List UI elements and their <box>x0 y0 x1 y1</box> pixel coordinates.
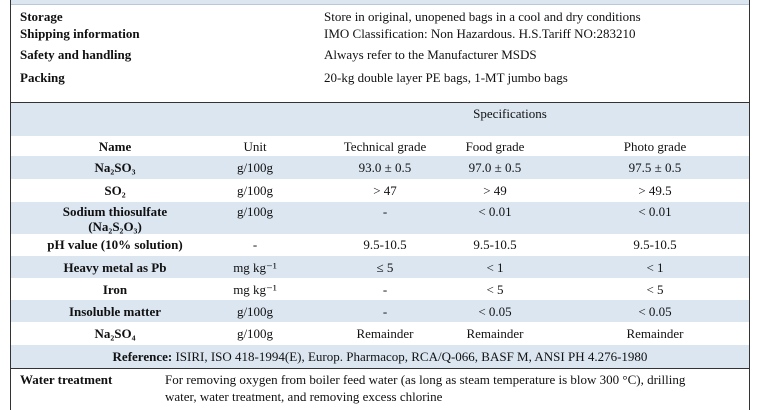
water-treatment-line1: For removing oxygen from boiler feed water (as long as steam temperature is blow 300 °C), drilling <box>165 372 686 387</box>
info-value: Always refer to the Manufacturer MSDS <box>324 47 537 62</box>
row-name: Na₂SO₄ <box>94 326 136 341</box>
top-band <box>11 0 749 5</box>
row-name: Iron <box>102 282 128 297</box>
water-treatment-line2: water, water treatment, and removing excess chlorine <box>165 389 443 404</box>
row-food: Remainder <box>466 326 524 341</box>
row-name: Na₂SO₃ <box>94 160 136 175</box>
row-unit: g/100g <box>236 326 274 341</box>
row-food: > 49 <box>483 183 507 198</box>
row-technical: - <box>382 204 388 219</box>
row-photo: < 0.01 <box>638 204 672 219</box>
info-label: Shipping information <box>20 26 140 41</box>
row-photo: < 0.05 <box>638 304 672 319</box>
specifications-band <box>11 103 749 136</box>
row-photo: < 5 <box>646 282 664 297</box>
row-name-formula: (Na₂S₂O₃) <box>88 219 142 234</box>
info-value: IMO Classification: Non Hazardous. H.S.Tariff NO:283210 <box>324 26 636 41</box>
row-technical: 9.5-10.5 <box>363 237 407 252</box>
row-food: < 0.01 <box>478 204 512 219</box>
row-food: 97.0 ± 0.5 <box>468 160 522 175</box>
info-label: Storage <box>20 9 63 24</box>
col-header-name: Name <box>98 139 132 154</box>
reference-line <box>11 349 749 365</box>
row-photo: 9.5-10.5 <box>633 237 677 252</box>
info-label: Packing <box>20 70 65 85</box>
row-food: < 5 <box>486 282 504 297</box>
row-name: Heavy metal as Pb <box>63 260 167 275</box>
row-unit: g/100g <box>236 304 274 319</box>
row-photo: < 1 <box>646 260 664 275</box>
divider <box>11 368 749 369</box>
col-header-photo: Photo grade <box>623 139 687 154</box>
row-photo: > 49.5 <box>638 183 672 198</box>
row-unit: mg kg⁻¹ <box>233 282 277 297</box>
col-header-food: Food grade <box>465 139 525 154</box>
row-technical: Remainder <box>356 326 414 341</box>
row-technical: 93.0 ± 0.5 <box>358 160 412 175</box>
row-name: Insoluble matter <box>68 304 162 319</box>
row-photo: 97.5 ± 0.5 <box>628 160 682 175</box>
row-name: Sodium thiosulfate <box>62 204 168 219</box>
row-technical: - <box>382 304 388 319</box>
row-name: pH value (10% solution) <box>47 237 183 252</box>
row-technical: > 47 <box>373 183 397 198</box>
row-photo: Remainder <box>626 326 684 341</box>
specifications-title: Specifications <box>473 106 547 121</box>
info-label: Safety and handling <box>20 47 132 62</box>
row-food: < 0.05 <box>478 304 512 319</box>
row-unit: g/100g <box>236 183 274 198</box>
info-value: 20-kg double layer PE bags, 1-MT jumbo bags <box>324 70 568 85</box>
row-food: < 1 <box>486 260 504 275</box>
row-technical: - <box>382 282 388 297</box>
row-technical: ≤ 5 <box>376 260 394 275</box>
row-unit: g/100g <box>236 160 274 175</box>
row-food: 9.5-10.5 <box>473 237 517 252</box>
col-header-unit: Unit <box>243 139 267 154</box>
row-unit: mg kg⁻¹ <box>233 260 277 275</box>
row-unit: g/100g <box>236 204 274 219</box>
info-value: Store in original, unopened bags in a cool and dry conditions <box>324 9 641 24</box>
row-unit: - <box>252 237 258 252</box>
reference-label: Reference: <box>112 349 173 364</box>
reference-text: ISIRI, ISO 418-1994(E), Europ. Pharmacop, RCA/Q-066, BASF M, ANSI PH 4.276-1980 <box>175 349 648 364</box>
water-treatment-label: Water treatment <box>20 372 113 387</box>
col-header-technical: Technical grade <box>343 139 427 154</box>
row-name: SO₂ <box>104 183 126 198</box>
